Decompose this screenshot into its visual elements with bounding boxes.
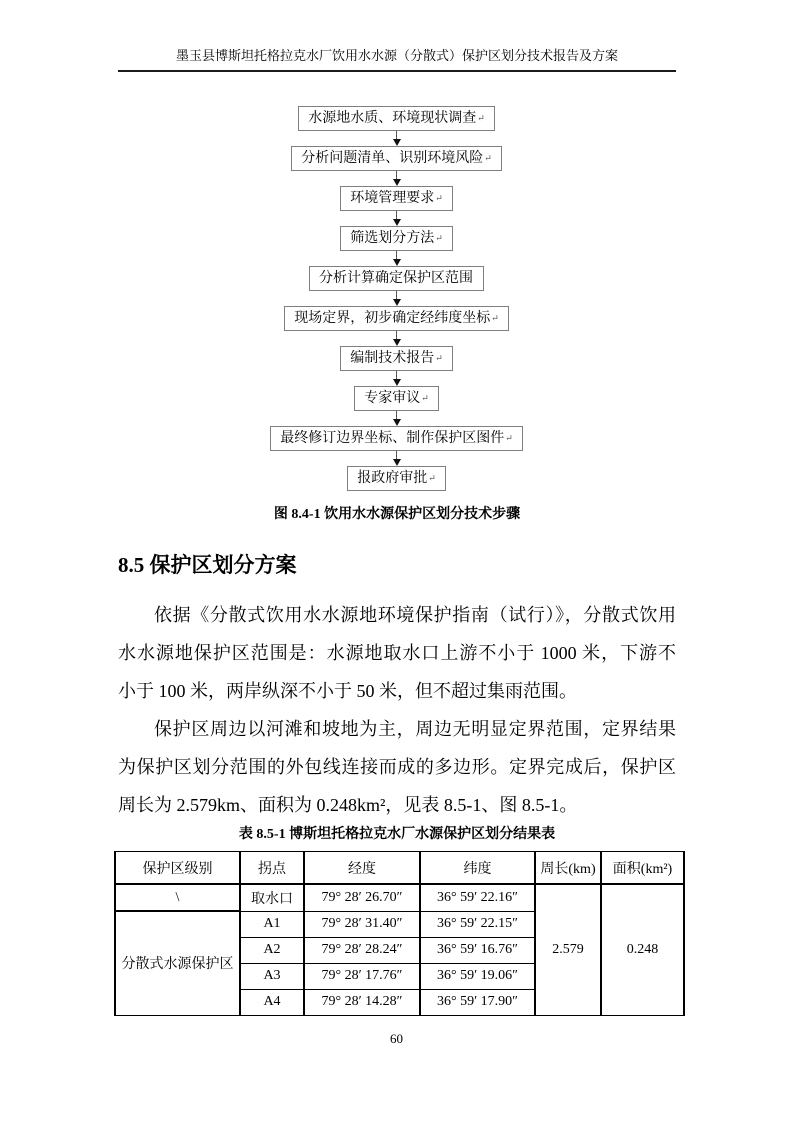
- paragraph-line: 保护区周边以河滩和坡地为主，周边无明显定界范围，定界结果: [154, 719, 676, 739]
- figure-caption: 图 8.4-1 饮用水水源保护区划分技术步骤: [273, 507, 521, 522]
- header-rule: [118, 70, 676, 72]
- arrow-down-icon: [393, 291, 401, 306]
- page-header-title: 墨玉县博斯坦托格拉克水厂饮用水水源（分散式）保护区划分技术报告及方案: [175, 48, 618, 63]
- flowchart-step-9: [270, 426, 523, 451]
- cell-latitude: 36° 59′ 19.06″: [420, 963, 535, 989]
- flowchart-step-4: [340, 226, 453, 251]
- arrow-down-icon: [393, 331, 401, 346]
- step-label: 分析计算确定保护区范围: [319, 271, 473, 286]
- cell-point: A4: [240, 989, 304, 1015]
- step-label: 编制技术报告: [350, 351, 435, 366]
- cell-longitude: 79° 28′ 26.70″: [304, 884, 420, 911]
- step-label: 分析问题清单、识别环境风险: [301, 151, 484, 166]
- cell-longitude: 79° 28′ 14.28″: [304, 989, 420, 1015]
- cell-point: A1: [240, 911, 304, 937]
- return-mark-icon: ↵: [491, 313, 499, 323]
- col-header-latitude: 纬度: [420, 852, 535, 885]
- flowchart: [0, 106, 793, 491]
- flowchart-step-2: [291, 146, 502, 171]
- arrow-down-icon: [393, 411, 401, 426]
- table-caption: 表 8.5-1 博斯坦托格拉克水厂水源保护区划分结果表: [238, 827, 556, 842]
- step-label: 环境管理要求: [350, 191, 435, 206]
- cell-longitude: 79° 28′ 17.76″: [304, 963, 420, 989]
- page-number: 60: [390, 1031, 403, 1046]
- arrow-down-icon: [393, 251, 401, 266]
- col-header-perimeter: 周长(km): [535, 852, 601, 885]
- arrow-down-icon: [393, 451, 401, 466]
- col-header-level: 保护区级别: [115, 852, 240, 885]
- cell-area: 0.248: [601, 884, 684, 1015]
- step-label: 现场定界，初步确定经纬度坐标: [294, 311, 491, 326]
- cell-latitude: 36° 59′ 16.76″: [420, 937, 535, 963]
- flowchart-step-3: [340, 186, 453, 211]
- return-mark-icon: ↵: [484, 153, 492, 163]
- arrow-down-icon: [393, 131, 401, 146]
- table-row: [115, 884, 684, 911]
- cell-level-group: 分散式水源保护区: [115, 911, 240, 1015]
- step-label: 最终修订边界坐标、制作保护区图件: [280, 431, 505, 446]
- body-text: [118, 596, 676, 824]
- cell-latitude: 36° 59′ 17.90″: [420, 989, 535, 1015]
- paragraph-line: 为保护区划分范围的外包线连接而成的多边形。定界完成后，保护区: [118, 757, 676, 777]
- return-mark-icon: ↵: [435, 193, 443, 203]
- paragraph-line: 水水源地保护区范围是：水源地取水口上游不小于 1000 米，下游不: [118, 643, 676, 663]
- paragraph-line: 依据《分散式饮用水水源地环境保护指南（试行）》，分散式饮用: [154, 605, 676, 625]
- paragraph-line: 小于 100 米，两岸纵深不小于 50 米，但不超过集雨范围。: [118, 681, 577, 701]
- cell-latitude: 36° 59′ 22.15″: [420, 911, 535, 937]
- return-mark-icon: ↵: [421, 393, 429, 403]
- step-label: 专家审议: [364, 391, 421, 406]
- cell-point: A2: [240, 937, 304, 963]
- return-mark-icon: ↵: [477, 113, 485, 123]
- cell-latitude: 36° 59′ 22.16″: [420, 884, 535, 911]
- arrow-down-icon: [393, 211, 401, 226]
- cell-point: 取水口: [240, 884, 304, 911]
- return-mark-icon: ↵: [435, 233, 443, 243]
- flowchart-step-10: [347, 466, 446, 491]
- arrow-down-icon: [393, 371, 401, 386]
- section-heading: 8.5 保护区划分方案: [118, 553, 297, 577]
- flowchart-step-7: [340, 346, 453, 371]
- step-label: 报政府审批: [357, 471, 428, 486]
- col-header-point: 拐点: [240, 852, 304, 885]
- cell-longitude: 79° 28′ 31.40″: [304, 911, 420, 937]
- col-header-area: 面积(km²): [601, 852, 684, 885]
- flowchart-step-6: [284, 306, 509, 331]
- paragraph-line: 周长为 2.579km、面积为 0.248km²，见表 8.5-1、图 8.5-1。: [118, 795, 578, 815]
- cell-longitude: 79° 28′ 28.24″: [304, 937, 420, 963]
- col-header-longitude: 经度: [304, 852, 420, 885]
- arrow-down-icon: [393, 171, 401, 186]
- cell-point: A3: [240, 963, 304, 989]
- results-table: [114, 851, 685, 1016]
- step-label: 水源地水质、环境现状调查: [308, 111, 477, 126]
- cell-perimeter: 2.579: [535, 884, 601, 1015]
- flowchart-step-5: [309, 266, 484, 291]
- step-label: 筛选划分方法: [350, 231, 435, 246]
- cell-level: \: [115, 884, 240, 911]
- return-mark-icon: ↵: [435, 353, 443, 363]
- table-header-row: [115, 852, 684, 885]
- return-mark-icon: ↵: [428, 473, 436, 483]
- flowchart-step-8: [354, 386, 439, 411]
- flowchart-step-1: [298, 106, 495, 131]
- return-mark-icon: ↵: [505, 433, 513, 443]
